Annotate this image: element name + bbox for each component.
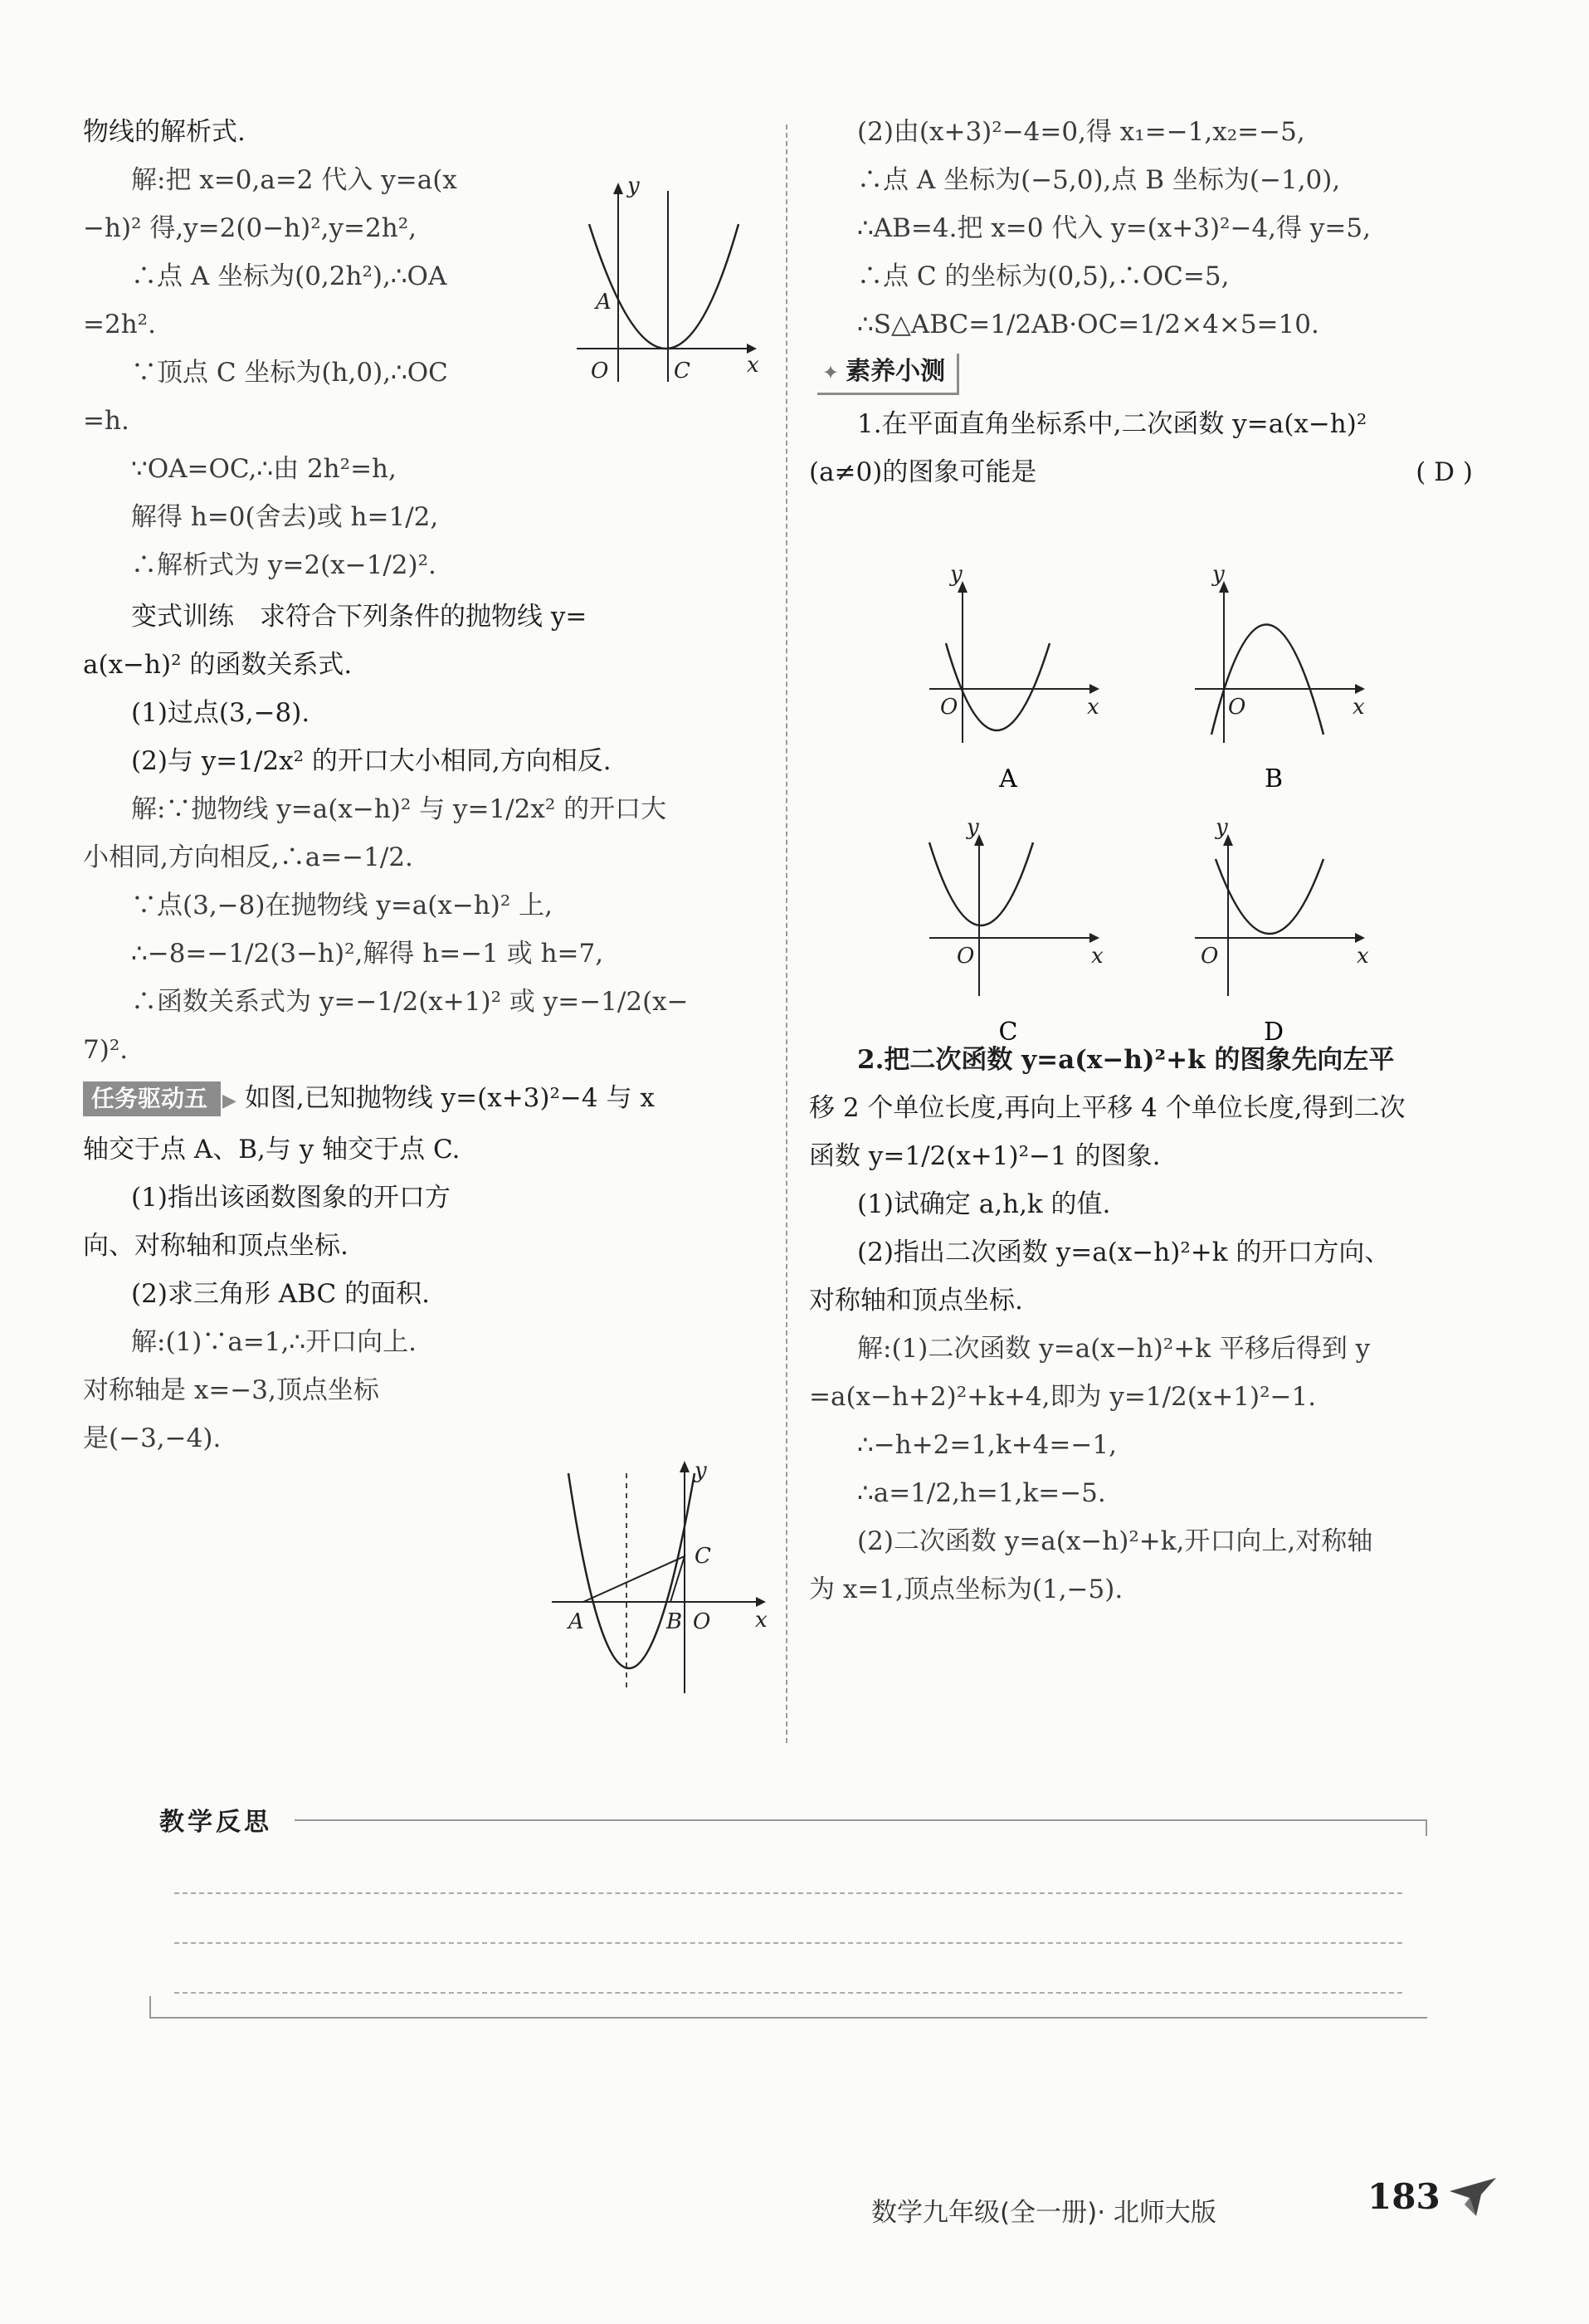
y-axis-label: y [1212,564,1225,587]
origin-label: O [693,1609,711,1634]
question-2-line: 对称轴和顶点坐标. [809,1286,1023,1316]
question-2-line: 移 2 个单位长度,再向上平移 4 个单位长度,得到二次 [809,1093,1406,1123]
text-line: ∵顶点 C 坐标为(h,0),∴OC [131,358,448,388]
origin-label: O [940,695,958,720]
text-line: ∴点 A 坐标为(−5,0),点 B 坐标为(−1,0), [857,165,1341,195]
point-a-label: A [568,1609,584,1634]
text-line: (2)二次函数 y=a(x−h)²+k,开口向上,对称轴 [857,1526,1373,1556]
column-divider [786,124,787,1743]
option-label: A [999,764,1017,793]
text-line: 解:(1)二次函数 y=a(x−h)²+k 平移后得到 y [857,1334,1371,1364]
teaching-reflection [149,1801,1427,2025]
writing-line[interactable] [174,1992,1402,1994]
x-axis-label: x [747,353,759,378]
task-text: 如图,已知抛物线 y=(x+3)²−4 与 x [244,1083,655,1113]
text-line: (2)与 y=1/2x² 的开口大小相同,方向相反. [131,746,612,776]
text-line: ∴解析式为 y=2(x−1/2)². [131,550,436,580]
text-line: ∴−h+2=1,k+4=−1, [857,1430,1117,1460]
origin-label: O [1201,944,1219,969]
origin-label: O [591,359,609,383]
x-axis-label: x [1353,695,1365,720]
task-line [83,1074,772,1125]
text-line: a(x−h)² 的函数关系式. [83,650,353,680]
divider [149,2017,1427,2019]
figure-parabola-1 [573,174,772,390]
question-2-line: 函数 y=1/2(x+1)²−1 的图象. [809,1141,1161,1171]
right-column [809,108,1489,1614]
y-axis-label: y [627,174,640,198]
text-line: (2)由(x+3)²−4=0,得 x₁=−1,x₂=−5, [857,117,1305,147]
option-label: C [998,1018,1018,1047]
bird-logo-icon [1448,2173,1498,2226]
q1-answer: ( D ) [1416,457,1473,487]
option-d-graph [1182,818,1382,1050]
text-line: =2h². [83,310,156,339]
point-c-label: C [695,1544,711,1569]
text-line: =a(x−h+2)²+k+4,即为 y=1/2(x+1)²−1. [809,1382,1317,1412]
question-1-line: 1.在平面直角坐标系中,二次函数 y=a(x−h)² [857,409,1367,439]
option-label: D [1263,1018,1284,1047]
x-axis-label: x [1087,695,1099,720]
text-line: ∴点 C 的坐标为(0,5),∴OC=5, [857,261,1230,291]
x-axis-label: x [1091,944,1104,969]
text-line: 解:把 x=0,a=2 代入 y=a(x [131,165,457,195]
text-line: 7)². [83,1035,129,1065]
point-c-label: C [674,359,690,383]
text-line: 解得 h=0(舍去)或 h=1/2, [131,502,439,532]
option-a-graph [917,564,1116,797]
tag-arrow-icon: ▶ [222,1091,236,1111]
footer-book-title: 数学九年级(全一册)· 北师大版 [871,2198,1216,2228]
text-line: (2)求三角形 ABC 的面积. [131,1279,430,1309]
text-line: ∴AB=4.把 x=0 代入 y=(x+3)²−4,得 y=5, [857,213,1371,243]
text-line: 解:∵抛物线 y=a(x−h)² 与 y=1/2x² 的开口大 [131,794,667,824]
text-line: ∵点(3,−8)在抛物线 y=a(x−h)² 上, [131,891,553,920]
task-tag: 任务驱动五 [83,1081,221,1116]
text-line: ∴S△ABC=1/2AB·OC=1/2×4×5=10. [857,310,1319,339]
divider [149,1996,151,2017]
sparkle-icon: ✦ [822,361,840,384]
origin-label: O [1228,695,1246,720]
option-b-graph [1182,564,1382,797]
text-line: 是(−3,−4). [83,1423,222,1453]
divider [1426,1819,1427,1836]
text-line: 向、对称轴和顶点坐标. [83,1231,349,1261]
writing-line[interactable] [174,1892,1402,1894]
text-line: −h)² 得,y=2(0−h)²,y=2h², [83,213,417,243]
x-axis-label: x [1357,944,1369,969]
text-line: ∴−8=−1/2(3−h)²,解得 h=−1 或 h=7, [131,939,604,969]
point-a-label: A [596,290,612,315]
reflection-title: 教学反思 [159,1808,272,1837]
option-c-graph [917,818,1116,1050]
question-1-line: (a≠0)的图象可能是 ( D ) [809,448,1489,496]
text-line: 物线的解析式. [83,117,246,147]
text-line: 为 x=1,顶点坐标为(1,−5). [809,1575,1124,1604]
text-line: (1)过点(3,−8). [131,698,310,728]
page-number: 183 [1367,2176,1440,2217]
text-line: ∵OA=OC,∴由 2h²=h, [131,454,397,484]
options-spacer [809,496,1489,1036]
y-axis-label: y [950,564,963,587]
y-axis-label: y [695,1458,707,1483]
origin-label: O [957,944,975,969]
y-axis-label: y [967,818,979,840]
text-line: =h. [83,406,129,436]
text-line: 小相同,方向相反,∴a=−1/2. [83,842,413,872]
section-header [817,354,1489,395]
option-label: B [1264,764,1284,793]
text-line: (1)指出该函数图象的开口方 [131,1183,451,1213]
text-line: 轴交于点 A、B,与 y 轴交于点 C. [83,1135,461,1164]
question-2-line: (1)试确定 a,h,k 的值. [857,1189,1111,1219]
divider [295,1819,1427,1821]
section-title: ✦ 素养小测 [817,354,959,395]
variant-heading: 变式训练 求符合下列条件的抛物线 y= [131,602,587,632]
x-axis-label: x [755,1608,768,1633]
point-b-label: B [666,1609,683,1634]
question-2-line: (2)指出二次函数 y=a(x−h)²+k 的开口方向、 [857,1238,1391,1267]
question-2-line: 2.把二次函数 y=a(x−h)²+k 的图象先向左平 [857,1045,1395,1075]
y-axis-label: y [1216,818,1228,840]
text-line: ∴函数关系式为 y=−1/2(x+1)² 或 y=−1/2(x− [131,987,689,1017]
figure-task-five [552,1452,776,1702]
text-line: 解:(1)∵a=1,∴开口向上. [131,1327,417,1357]
text-line: ∴点 A 坐标为(0,2h²),∴OA [131,261,447,291]
writing-line[interactable] [174,1942,1402,1944]
text-line: ∴a=1/2,h=1,k=−5. [857,1478,1106,1508]
text-line: 对称轴是 x=−3,顶点坐标 [83,1375,379,1405]
